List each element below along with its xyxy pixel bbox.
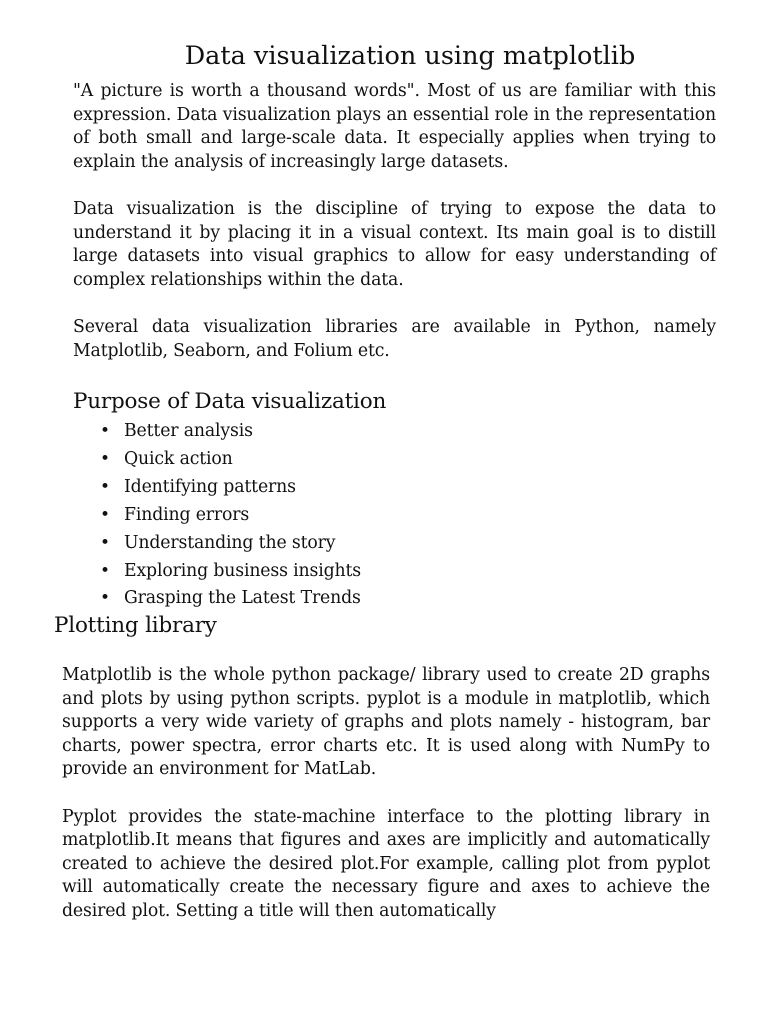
list-item xyxy=(73,502,573,530)
list-item xyxy=(73,585,573,613)
list-item-label: Better analysis xyxy=(124,421,253,441)
plotting-heading: Plotting library xyxy=(54,613,217,638)
plotting-paragraph: Pyplot provides the state-machine interface to the plotting library in matplotlib.It means that figures and axes are implicitly and automatically created to achieve the desired plot.For example, calling plot from pyplot will automatically create the necessary figure and axes to achieve the desired plot. Setting a title will then automatically xyxy=(62,806,710,921)
list-item-label: Quick action xyxy=(124,448,233,469)
bullet-icon: • xyxy=(100,560,110,581)
bullet-icon: • xyxy=(100,476,110,497)
list-item xyxy=(73,530,573,558)
bullet-icon: • xyxy=(100,504,110,525)
list-item-label: Exploring business insights xyxy=(124,560,362,581)
bullet-icon: • xyxy=(100,588,110,609)
intro-section xyxy=(73,80,716,363)
bullet-icon: • xyxy=(100,532,110,553)
document-title: Data visualization using matplotlib xyxy=(184,41,636,71)
purpose-heading: Purpose of Data visualization xyxy=(73,389,387,414)
list-item xyxy=(73,418,573,446)
list-item-label: Finding errors xyxy=(124,504,250,525)
bullet-icon: • xyxy=(100,421,110,441)
intro-paragraph: "A picture is worth a thousand words". Most of us are familiar with this expression. Data visualization plays an essential role in the representation of both small and large-scale data. It especially applies when trying to explain the analysis of increasingly large datasets. xyxy=(73,81,716,172)
list-item-label: Grasping the Latest Trends xyxy=(124,588,361,609)
list-item xyxy=(73,558,573,586)
bullet-icon: • xyxy=(100,448,110,469)
plotting-section xyxy=(62,664,710,924)
plotting-paragraph: Matplotlib is the whole python package/ library used to create 2D graphs and plots by using python scripts. pyplot is a module in matplotlib, which supports a very wide variety of graphs and plots namely - histogram, bar charts, power spectra, error charts etc. It is used along with NumPy to provide an environment for MatLab. xyxy=(62,665,710,780)
purpose-list xyxy=(73,418,573,613)
list-item xyxy=(73,446,573,474)
list-item-label: Identifying patterns xyxy=(124,476,296,497)
list-item xyxy=(73,474,573,502)
list-item-label: Understanding the story xyxy=(124,532,336,553)
intro-paragraph: Several data visualization libraries are available in Python, namely Matplotlib, Seaborn, and Folium etc. xyxy=(73,316,716,361)
intro-paragraph: Data visualization is the discipline of trying to expose the data to understand it by placing it in a visual context. Its main goal is to distill large datasets into visual graphics to allow for easy understanding of complex relationships within the data. xyxy=(73,198,716,290)
